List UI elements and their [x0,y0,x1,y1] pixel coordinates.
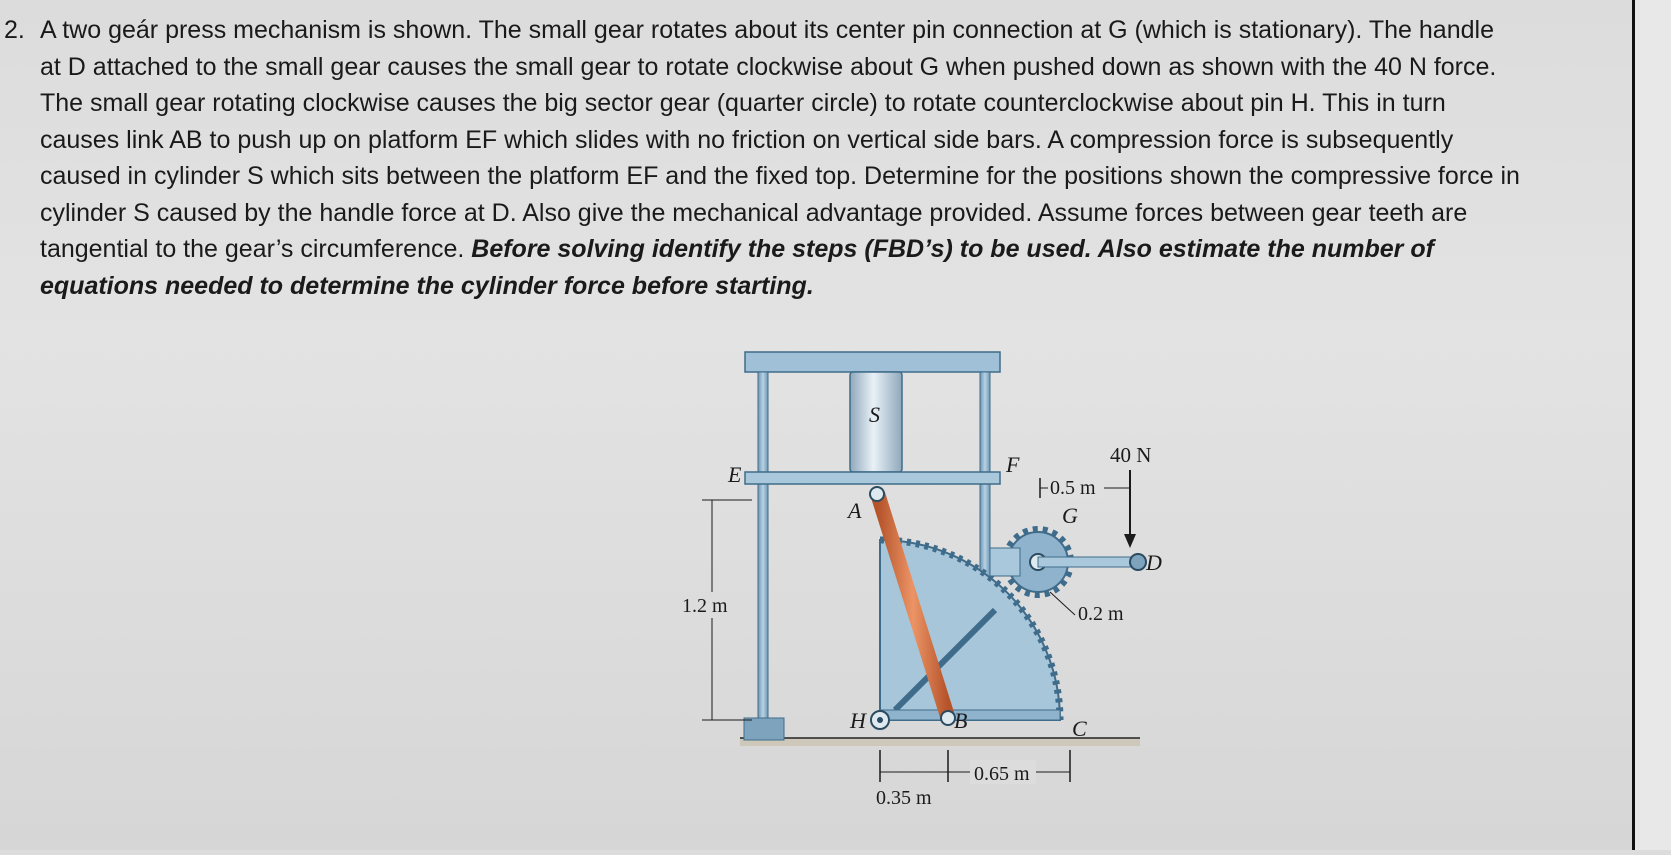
problem-text: A two geár press mechanism is shown. The small gear rotates about its center pin connection at G (which is stationary). The handle at D attached to the small gear causes the small gear to rotate clockwise about G when pushed down as shown with the 40 N force. The small gear rotating clockwise causes the big sector gear (quarter circle) to rotate counterclockwise about pin H. This in turn causes link AB to push up on platform EF which slides with no friction on vertical side bars. A compression force is subsequently caused in cylinder S which sits between the platform EF and the fixed top. Determine for the positions shown the compressive force in cylinder S caused by the handle force at D. Also give the mechanical advantage provided. Assume forces between gear teeth are tangential to the gear’s circumference. [40,16,1520,263]
handle-gd [1038,557,1138,567]
label-g: G [1062,503,1078,528]
problem-statement [4,12,1520,304]
left-base-block [744,718,784,740]
label-h: H [850,708,866,733]
dim-gd-label: 0.5 m [1050,477,1096,499]
dim-radius-label: 0.2 m [1078,603,1124,625]
gear-support-bracket [990,548,1020,576]
problem-number: 2. [4,16,25,44]
dim-height-label: 1.2 m [682,595,728,617]
label-e: E [728,462,742,487]
label-f: F [1006,452,1020,477]
left-side-bar [758,372,768,718]
dim-hb-label: 0.35 m [876,787,932,809]
force-arrowhead [1124,534,1136,548]
platform-ef [745,472,1000,484]
label-d: D [1146,550,1162,575]
gear-press-figure [682,370,1250,850]
dim-radius-leader [1050,592,1075,615]
figure-svg [682,370,1250,850]
fixed-top [745,352,1000,372]
sector-bottom-bar [880,710,1060,720]
force-label: 40 N [1110,443,1152,467]
page-edge [1632,0,1671,850]
problem-emphasis: Before solving identify the steps (FBD’s) to be used. Also estimate the number of equations needed to determine the cylinder force before starting. [40,235,1434,300]
label-a: A [848,498,862,523]
pin-b [941,711,955,725]
label-b: B [954,708,968,733]
pin-h-center [877,717,883,723]
label-s: S [869,402,880,427]
label-c: C [1072,716,1087,741]
problem-body [40,12,1520,304]
dim-bc-label: 0.65 m [974,763,1030,785]
knob-d [1130,554,1146,570]
pin-a [870,487,884,501]
